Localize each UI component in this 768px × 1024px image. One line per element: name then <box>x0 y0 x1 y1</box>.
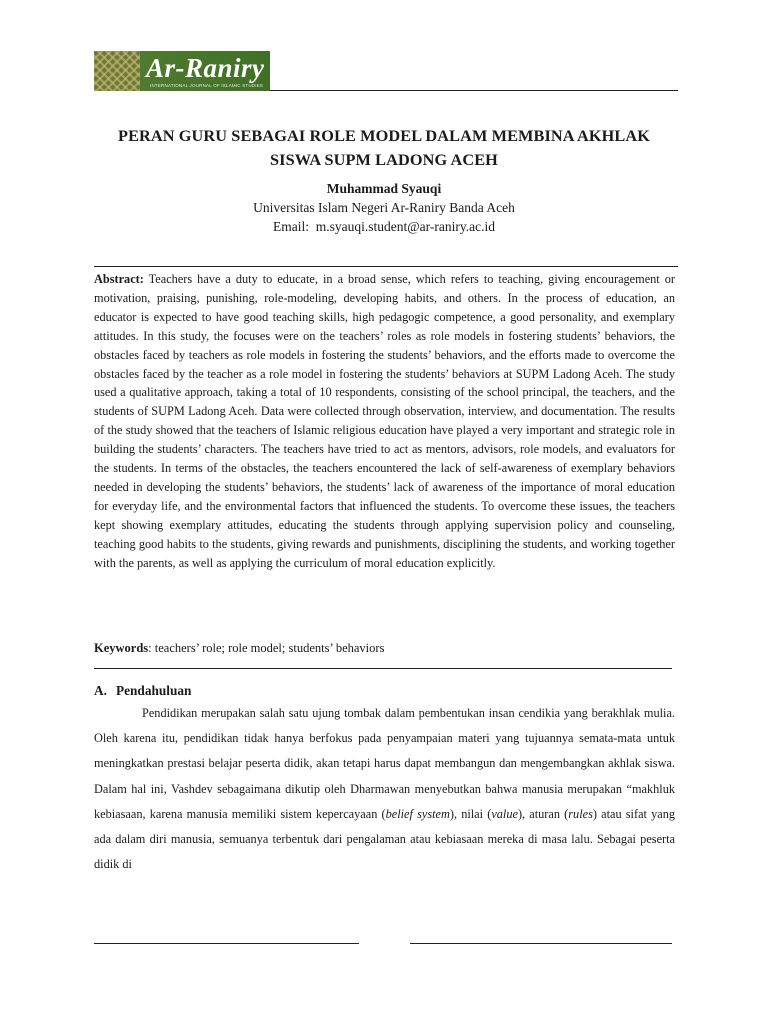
paragraph-text-3: ), aturan ( <box>517 806 569 821</box>
abstract-text: Teachers have a duty to educate, in a broad sense, which refers to teaching, giving encouragement or motivation, praising, punishing, role-modeling, developing habits, and others. In the process of education, an educator is expected to have good teaching skills, high pedagogic competence, a good personality, and exemplary attitudes. In this study, the focuses were on the teachers’ roles as role models in fostering students’ behaviors, the obstacles faced by teachers as role models in fostering the students’ behaviors, and the efforts made to overcome the obstacles faced by the teacher as a role model in fostering the students’ behaviors at SUPM Ladong Aceh. The study used a qualitative approach, taking a total of 10 respondents, consisting of the school principal, the teachers, and the students of SUPM Ladong Aceh. Data were collected through observation, interview, and documentation. The results of the study showed that the teachers of Islamic religious education have played a very important and strategic role in building the students’ characters. The teachers have tried to act as mentors, advisors, role models, and evaluators for the students. In terms of the obstacles, the teachers encountered the lack of self-awareness of exemplary behaviors needed in developing the students’ behaviors, the students’ lack of awareness of the importance of moral education for everyday life, and the environmental factors that influenced the students. To overcome these issues, the teachers kept showing exemplary attitudes, educating the students through applying supervision policy and counseling, teaching good habits to the students, giving rewards and punishments, disciplining the students, and working together with the parents, as well as applying the curriculum of moral education explicitly. <box>94 272 675 570</box>
author-email-line <box>94 219 674 235</box>
author-name: Muhammad Syauqi <box>326 181 442 196</box>
section-number: A. <box>94 683 107 698</box>
term-belief-system: belief system <box>385 806 450 821</box>
section-title: Pendahuluan <box>116 683 192 698</box>
term-value: value <box>491 806 518 821</box>
keywords <box>94 641 675 656</box>
article-title: PERAN GURU SEBAGAI ROLE MODEL DALAM MEMBINA AKHLAK SISWA SUPM LADONG ACEH <box>118 126 650 169</box>
keywords-label: Keywords <box>94 641 149 655</box>
journal-logo-subtitle: INTERNATIONAL JOURNAL OF ISLAMIC STUDIES <box>150 83 264 88</box>
abstract-label: Abstract: <box>94 272 144 286</box>
ornament-pattern <box>94 51 140 91</box>
author-affiliation: Universitas Islam Negeri Ar-Raniry Banda Aceh <box>253 200 515 215</box>
paragraph-text-2: ), nilai ( <box>449 806 492 821</box>
header-rule <box>270 90 678 91</box>
paragraph-text-4: ) atau sifat yang ada dalam diri manusia, semuanya terbentuk dari pengalaman atau kebiasaan mereka di masa lalu. Sebagai peserta didik di <box>94 806 675 872</box>
keywords-text: : teachers’ role; role model; students’ behaviors <box>148 641 385 655</box>
footer-rule-right <box>410 943 672 944</box>
journal-logo-text: Ar-Raniry <box>146 53 265 83</box>
term-rules: rules <box>568 806 593 821</box>
paragraph-text-1: Pendidikan merupakan salah satu ujung tombak dalam pembentukan insan cendikia yang berakhlak mulia. Oleh karena itu, pendidikan tidak hanya berfokus pada penyampaian materi yang tujuannya semata-mata untuk meningkatkan prestasi belajar peserta didik, akan tetapi harus dapat membangun dan mengembangkan akhlak siswa. Dalam hal ini, Vashdev sebagaimana dikutip oleh Dharmawan menyebutkan bahwa manusia merupakan “makhluk kebiasaan, karena manusia memiliki sistem kepercayaan ( <box>94 706 675 821</box>
body-paragraph <box>94 701 675 877</box>
footer-rule-left <box>94 943 359 944</box>
section-heading <box>94 683 191 699</box>
abstract <box>94 270 675 573</box>
journal-logo <box>94 51 270 91</box>
abstract-top-rule <box>94 266 678 267</box>
email-label: Email: <box>273 219 309 234</box>
abstract-bottom-rule <box>94 668 672 669</box>
author-email: m.syauqi.student@ar-raniry.ac.id <box>315 219 495 234</box>
